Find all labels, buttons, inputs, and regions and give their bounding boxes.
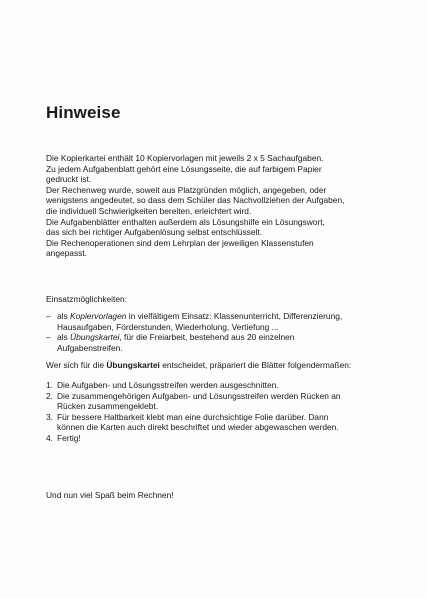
- intro-line: angepasst.: [46, 248, 87, 259]
- step-text: Für bessere Haltbarkeit klebt man eine durchsichtige Folie darüber. Dann: [57, 411, 329, 422]
- preparation-intro: [46, 360, 351, 371]
- intro-line: Die Aufgabenblätter enthalten außerdem als Lösungshilfe ein Lösungswort,: [46, 216, 325, 227]
- intro-line: gedruckt ist.: [46, 174, 92, 185]
- list-item: [46, 311, 406, 332]
- list-item-text: , für die Freiarbeit, bestehend aus 20 einzelnen: [119, 332, 295, 343]
- step-item: [46, 380, 406, 391]
- closing-line: Und nun viel Spaß beim Rechnen!: [46, 490, 174, 500]
- step-text: Fertig!: [57, 432, 81, 443]
- step-text: Die zusammengehörigen Aufgaben- und Lösungsstreifen werden Rücken an: [57, 390, 341, 401]
- intro-line: wenigstens angedeutet, so dass dem Schüler das Nachvollziehen der Aufgaben,: [46, 195, 345, 206]
- show-through-text: [110, 262, 113, 272]
- list-item-prefix: als: [57, 332, 71, 343]
- step-number: 1.: [46, 380, 53, 390]
- uses-list: [46, 311, 406, 353]
- intro-line: Die Rechenoperationen sind dem Lehrplan der jeweiligen Klassenstufen: [46, 237, 314, 248]
- intro-line: Zu jedem Aufgabenblatt gehört eine Lösungsseite, die auf farbigem Papier: [46, 163, 322, 174]
- intro-line: die individuell Schwierigkeiten bereiten, erleichtert wird.: [46, 205, 252, 216]
- step-item: [46, 391, 406, 412]
- page-title: Hinweise: [46, 103, 121, 122]
- list-item-line: [57, 311, 406, 322]
- step-number: 4.: [46, 432, 53, 443]
- list-item-line: [57, 332, 406, 343]
- intro-line: Der Rechenweg wurde, soweit aus Platzgründen möglich, angegeben, oder: [46, 184, 327, 195]
- list-item-continuation: Aufgabenstreifen.: [57, 342, 123, 353]
- step-item: [46, 412, 406, 433]
- step-text: können die Karten auch direkt beschriftet und wieder abgewaschen werden.: [57, 422, 339, 433]
- prep-text-before: Wer sich für die: [46, 360, 107, 370]
- intro-line: Die Kopierkartei enthält 10 Kopiervorlagen mit jeweils 2 x 5 Sachaufgaben.: [46, 153, 324, 163]
- list-item-emphasis: Kopiervorlagen: [70, 311, 127, 321]
- list-item: [46, 332, 406, 353]
- intro-paragraph: [46, 153, 406, 259]
- prep-text-after: entscheidet, präpariert die Blätter folgendermaßen:: [159, 360, 352, 370]
- step-number: 2.: [46, 390, 53, 401]
- list-item-text: in vielfältigem Einsatz: Klassenunterricht, Differenzierung,: [126, 311, 343, 321]
- steps-list: [46, 380, 406, 444]
- step-number: 3.: [46, 411, 53, 422]
- uses-heading: Einsatzmöglichkeiten:: [46, 294, 127, 304]
- intro-line: das sich bei richtiger Aufgabenlösung selbst entschlüsselt.: [46, 227, 263, 238]
- step-text: Die Aufgaben- und Lösungsstreifen werden ausgeschnitten.: [57, 380, 279, 390]
- list-item-emphasis: Übungskartei: [70, 332, 120, 343]
- list-item-prefix: als: [57, 311, 71, 321]
- prep-bold-term: Übungskartei: [106, 360, 160, 370]
- step-item: [46, 433, 406, 444]
- step-text: Rücken zusammengeklebt.: [57, 401, 159, 412]
- list-item-continuation: Hausaufgaben, Förderstunden, Wiederholung, Vertiefung ...: [57, 321, 279, 332]
